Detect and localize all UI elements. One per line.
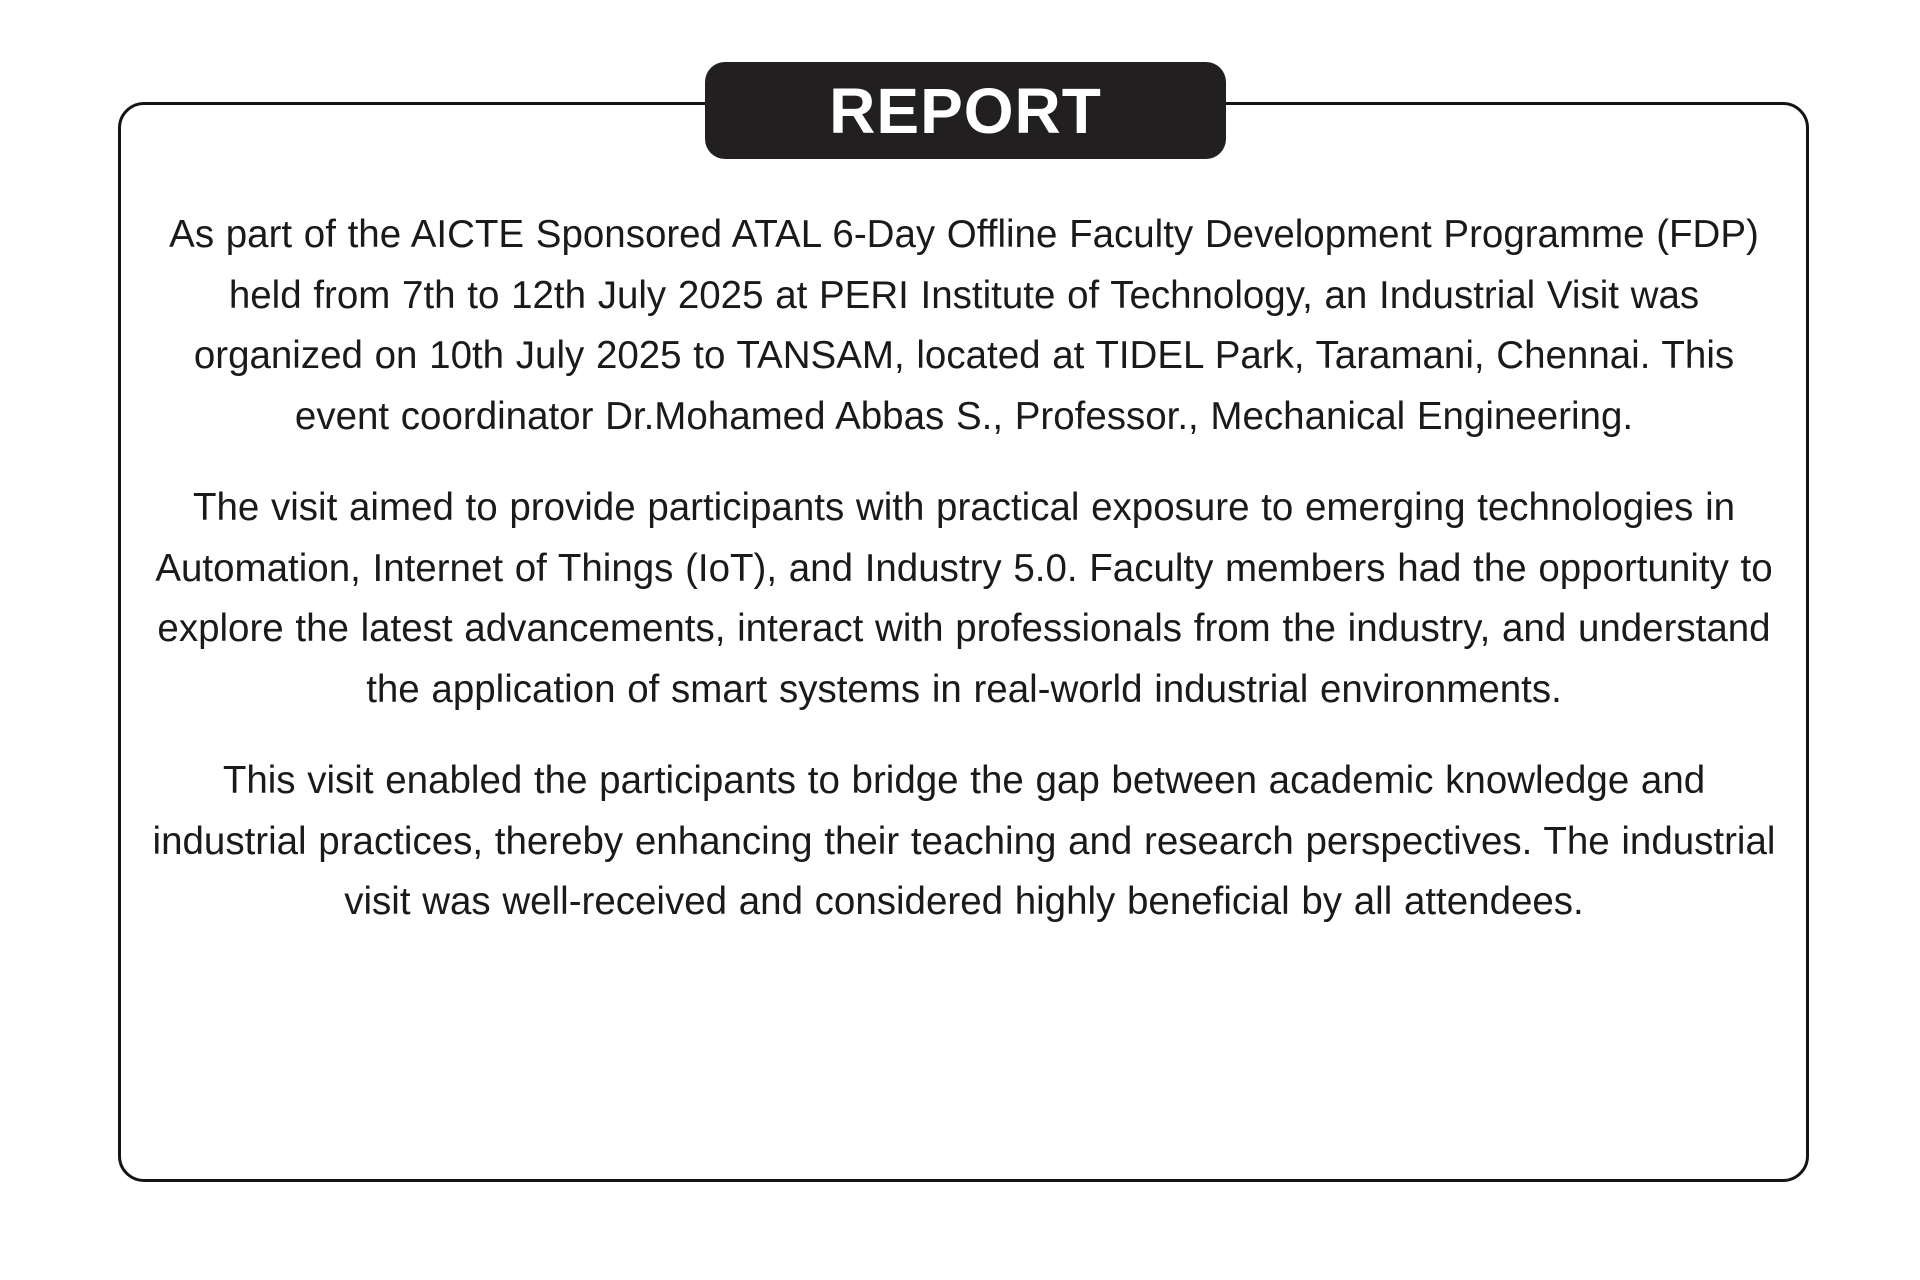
- report-title-tab: [705, 62, 1226, 159]
- report-title: REPORT: [829, 74, 1102, 147]
- report-body: [150, 205, 1778, 964]
- report-paragraph-3: This visit enabled the participants to bridge the gap between academic knowledge and industrial practices, thereby enhancing their teaching and research perspectives. The industrial visit was well-received and considered highly beneficial by all attendees.: [152, 759, 1776, 923]
- report-paragraph-1: As part of the AICTE Sponsored ATAL 6-Day Offline Faculty Development Programme (FDP) held from 7th to 12th July 2025 at PERI Institute of Technology, an Industrial Visit was organized on 10th July 2025 to TANSAM, located at TIDEL Park, Taramani, Chennai. This event coordinator Dr.Mohamed Abbas S., Professor., Mechanical Engineering.: [169, 213, 1759, 438]
- report-paragraph-2: The visit aimed to provide participants with practical exposure to emerging technologies in Automation, Internet of Things (IoT), and Industry 5.0. Faculty members had the opportunity to explore the latest advancements, interact with professionals from the industry, and understand the application of smart systems in real-world industrial environments.: [155, 486, 1773, 711]
